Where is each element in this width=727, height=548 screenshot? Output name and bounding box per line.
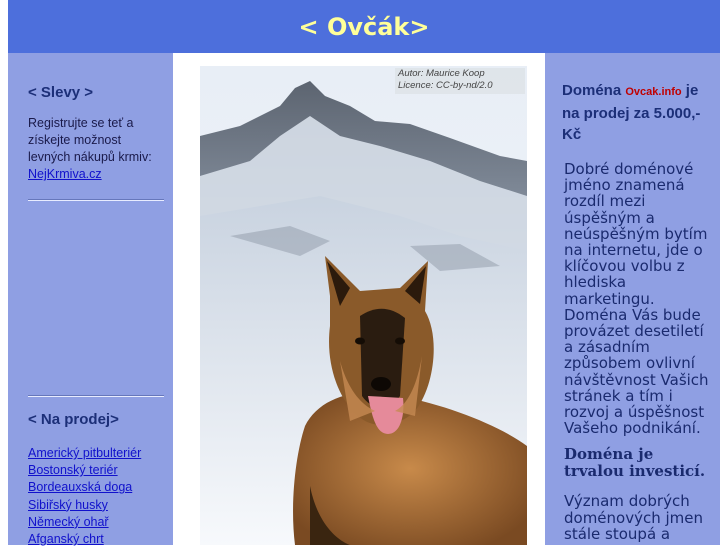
list-item xyxy=(28,531,168,548)
sidebar-divider-1 xyxy=(28,199,164,201)
left-sidebar xyxy=(28,84,164,183)
main-content xyxy=(173,53,545,545)
domain-description-2: Význam dobrých doménových jmen stále stoupá a xyxy=(564,492,704,543)
promo-block xyxy=(28,115,164,183)
list-item xyxy=(28,445,168,462)
breed-link[interactable]: Bordeauxská doga xyxy=(28,480,133,495)
breed-link[interactable]: Americký pitbulteriér xyxy=(28,446,142,460)
list-item xyxy=(28,514,168,531)
page-frame xyxy=(8,0,720,545)
breed-link[interactable]: Bostonský teriér xyxy=(28,463,118,478)
investment-heading: Doména je trvalou investicí. xyxy=(564,445,706,481)
sale-prefix: Doména xyxy=(562,82,622,99)
list-item xyxy=(28,479,168,496)
photo-credit xyxy=(395,68,525,94)
dog-photo xyxy=(200,66,527,545)
for-sale-heading: < Na prodej> xyxy=(28,411,119,428)
dog-in-snow-image xyxy=(200,66,527,545)
nejkrmiva-link[interactable]: NejKrmiva.cz xyxy=(28,167,102,181)
right-sidebar xyxy=(562,80,712,542)
domain-description: Dobré doménové jméno znamená rozdíl mezi úspěšným a neúspěšným bytím na internetu, jde o klíčovou volbu z hlediska marketingu. Doména Vás bude provázet desetiletí a zásadním způsobem ovlivní návštěvnost Vašich stránek a tím i rozvoj a úspěšnost Vašeho podnikání. xyxy=(564,160,709,438)
sidebar-divider-2 xyxy=(28,395,164,397)
sale-domain: Ovcak.info xyxy=(625,86,682,98)
list-item xyxy=(28,462,168,479)
discounts-heading: < Slevy > xyxy=(28,84,94,101)
for-sale-section xyxy=(28,411,168,548)
promo-text: Registrujte se teť a získejte možnost levných nákupů krmiv: xyxy=(28,116,152,164)
sale-suffix: je na prodej za 5.000,-Kč xyxy=(562,82,701,143)
breed-list xyxy=(28,445,168,548)
credit-author: Autor: Maurice Koop xyxy=(398,68,485,79)
domain-sale-heading xyxy=(562,80,712,145)
breed-link[interactable]: Sibiřský husky xyxy=(28,497,108,512)
breed-link[interactable]: Německý ohař xyxy=(28,514,109,529)
site-title: < Ovčák> xyxy=(298,12,430,41)
site-header xyxy=(8,0,720,53)
breed-link[interactable]: Afganský chrt xyxy=(28,532,104,547)
list-item xyxy=(28,497,168,514)
credit-license: Licence: CC-by-nd/2.0 xyxy=(398,80,493,91)
